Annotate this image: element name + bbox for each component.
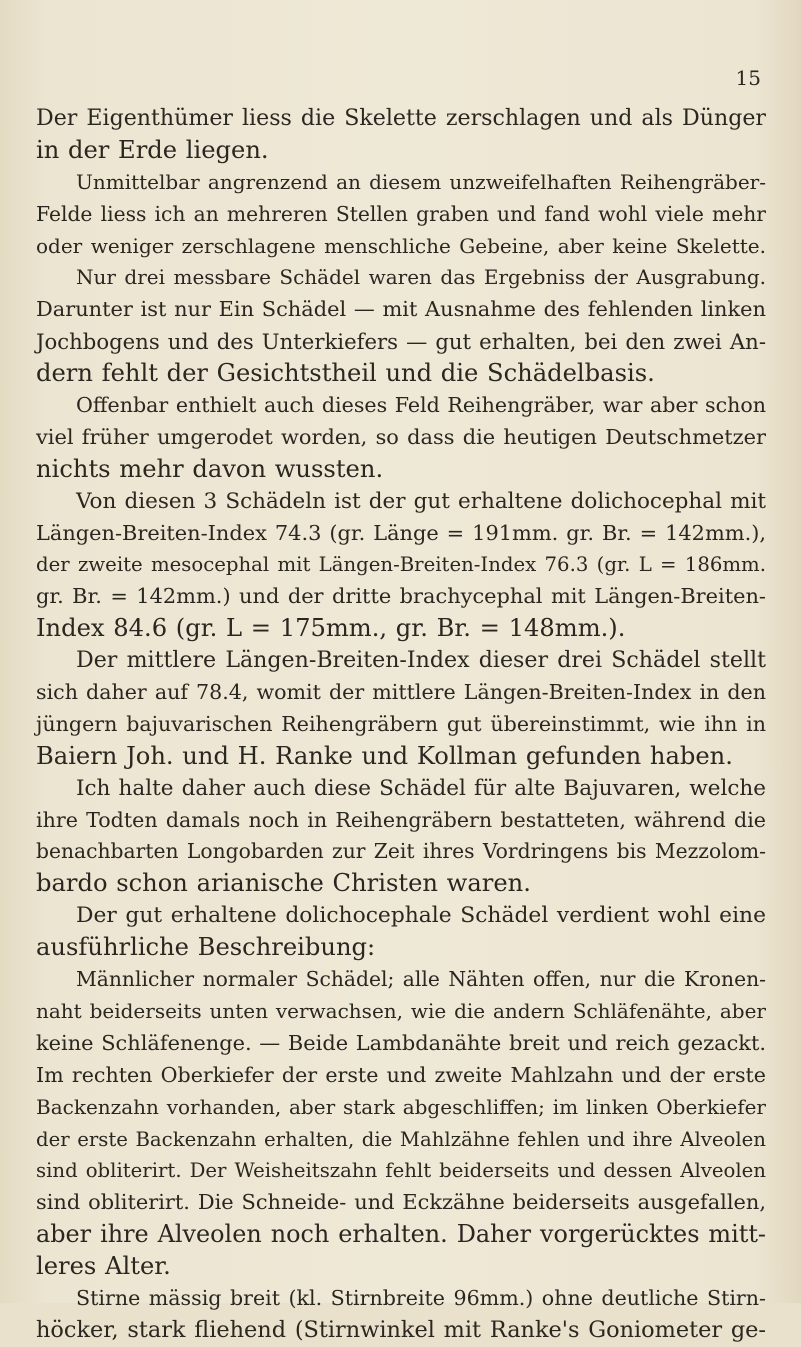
text-line: Offenbar enthielt auch dieses Feld Reihengräber, war aber schon [76, 393, 767, 418]
text-line: Baiern Joh. und H. Ranke und Kollman gefunden haben. [36, 741, 733, 770]
text-line: viel früher umgerodet worden, so dass die heutigen Deutschmetzer [36, 424, 766, 449]
text-line: gr. Br. = 142mm.) und der dritte brachycephal mit Längen-Breiten- [36, 584, 766, 609]
text-line: sind obliterirt. Die Schneide- und Eckzähne beiderseits ausgefallen, [36, 1190, 766, 1215]
text-line: sich daher auf 78.4, womit der mittlere Längen-Breiten-Index in den [36, 680, 766, 705]
text-line: höcker, stark fliehend (Stirnwinkel mit Ranke's Goniometer ge- [36, 1316, 766, 1343]
text-line: jüngern bajuvarischen Reihengräbern gut übereinstimmt, wie ihn in [36, 711, 766, 736]
text-line: Von diesen 3 Schädeln ist der gut erhaltene dolichocephal mit [76, 488, 766, 514]
text-line: naht beiderseits unten verwachsen, wie die andern Schläfenähte, aber [36, 998, 766, 1023]
text-line: ihre Todten damals noch in Reihengräbern bestatteten, während die [36, 807, 766, 832]
text-line: ausführliche Beschreibung: [36, 933, 376, 962]
text-line: Unmittelbar angrenzend an diesem unzweifelhaften Reihengräber- [76, 169, 766, 194]
text-line: Stirne mässig breit (kl. Stirnbreite 96mm.) ohne deutliche Stirn- [76, 1285, 766, 1310]
text-line: Männlicher normaler Schädel; alle Nähten offen, nur die Kronen- [76, 967, 766, 992]
text-line: Felde liess ich an mehreren Stellen graben und fand wohl viele mehr [36, 201, 766, 226]
text-line: Backenzahn vorhanden, aber stark abgeschliffen; im linken Oberkiefer [36, 1094, 766, 1119]
text-line: Längen-Breiten-Index 74.3 (gr. Länge = 191mm. gr. Br. = 142mm.), [36, 520, 766, 545]
text-line: Der mittlere Längen-Breiten-Index dieser drei Schädel stellt [76, 647, 766, 674]
text-line: Der Eigenthümer liess die Skelette zerschlagen und als Dünger [36, 105, 766, 131]
text-line: Darunter ist nur Ein Schädel — mit Ausnahme des fehlenden linken [36, 297, 766, 322]
text-line: der zweite mesocephal mit Längen-Breiten-Index 76.3 (gr. L = 186mm. [36, 553, 766, 577]
text-line: Index 84.6 (gr. L = 175mm., gr. Br. = 148mm.). [36, 614, 626, 643]
text-line: bardo schon arianische Christen waren. [36, 869, 531, 898]
text-line: Ich halte daher auch diese Schädel für alte Bajuvaren, welche [76, 775, 766, 801]
page-number: 15 [735, 66, 761, 90]
text-line: in der Erde liegen. [36, 135, 269, 164]
text-line: keine Schläfenenge. — Beide Lambdanähte breit und reich gezackt. [36, 1030, 766, 1055]
text-line: leres Alter. [36, 1252, 171, 1281]
text-line: Im rechten Oberkiefer der erste und zweite Mahlzahn und der erste [36, 1062, 766, 1087]
text-line: nichts mehr davon wussten. [36, 454, 384, 483]
text-line: der erste Backenzahn erhalten, die Mahlzähne fehlen und ihre Alveolen [36, 1127, 766, 1151]
text-line: benachbarten Longobarden zur Zeit ihres Vordringens bis Mezzolom- [36, 839, 766, 864]
text-line: sind obliterirt. Der Weisheitszahn fehlt beiderseits und dessen Alveolen [36, 1159, 766, 1183]
text-line: dern fehlt der Gesichtstheil und die Schädelbasis. [36, 359, 655, 388]
text-line: Jochbogens und des Unterkiefers — gut erhalten, bei den zwei An- [36, 329, 766, 355]
text-line: aber ihre Alveolen noch erhalten. Daher vorgerücktes mitt- [36, 1220, 766, 1249]
body-text [36, 103, 766, 1347]
text-line: Der gut erhaltene dolichocephale Schädel verdient wohl eine [76, 903, 766, 929]
text-line: oder weniger zerschlagene menschliche Gebeine, aber keine Skelette. [36, 233, 766, 258]
text-line: Nur drei messbare Schädel waren das Ergebniss der Ausgrabung. [76, 265, 766, 290]
